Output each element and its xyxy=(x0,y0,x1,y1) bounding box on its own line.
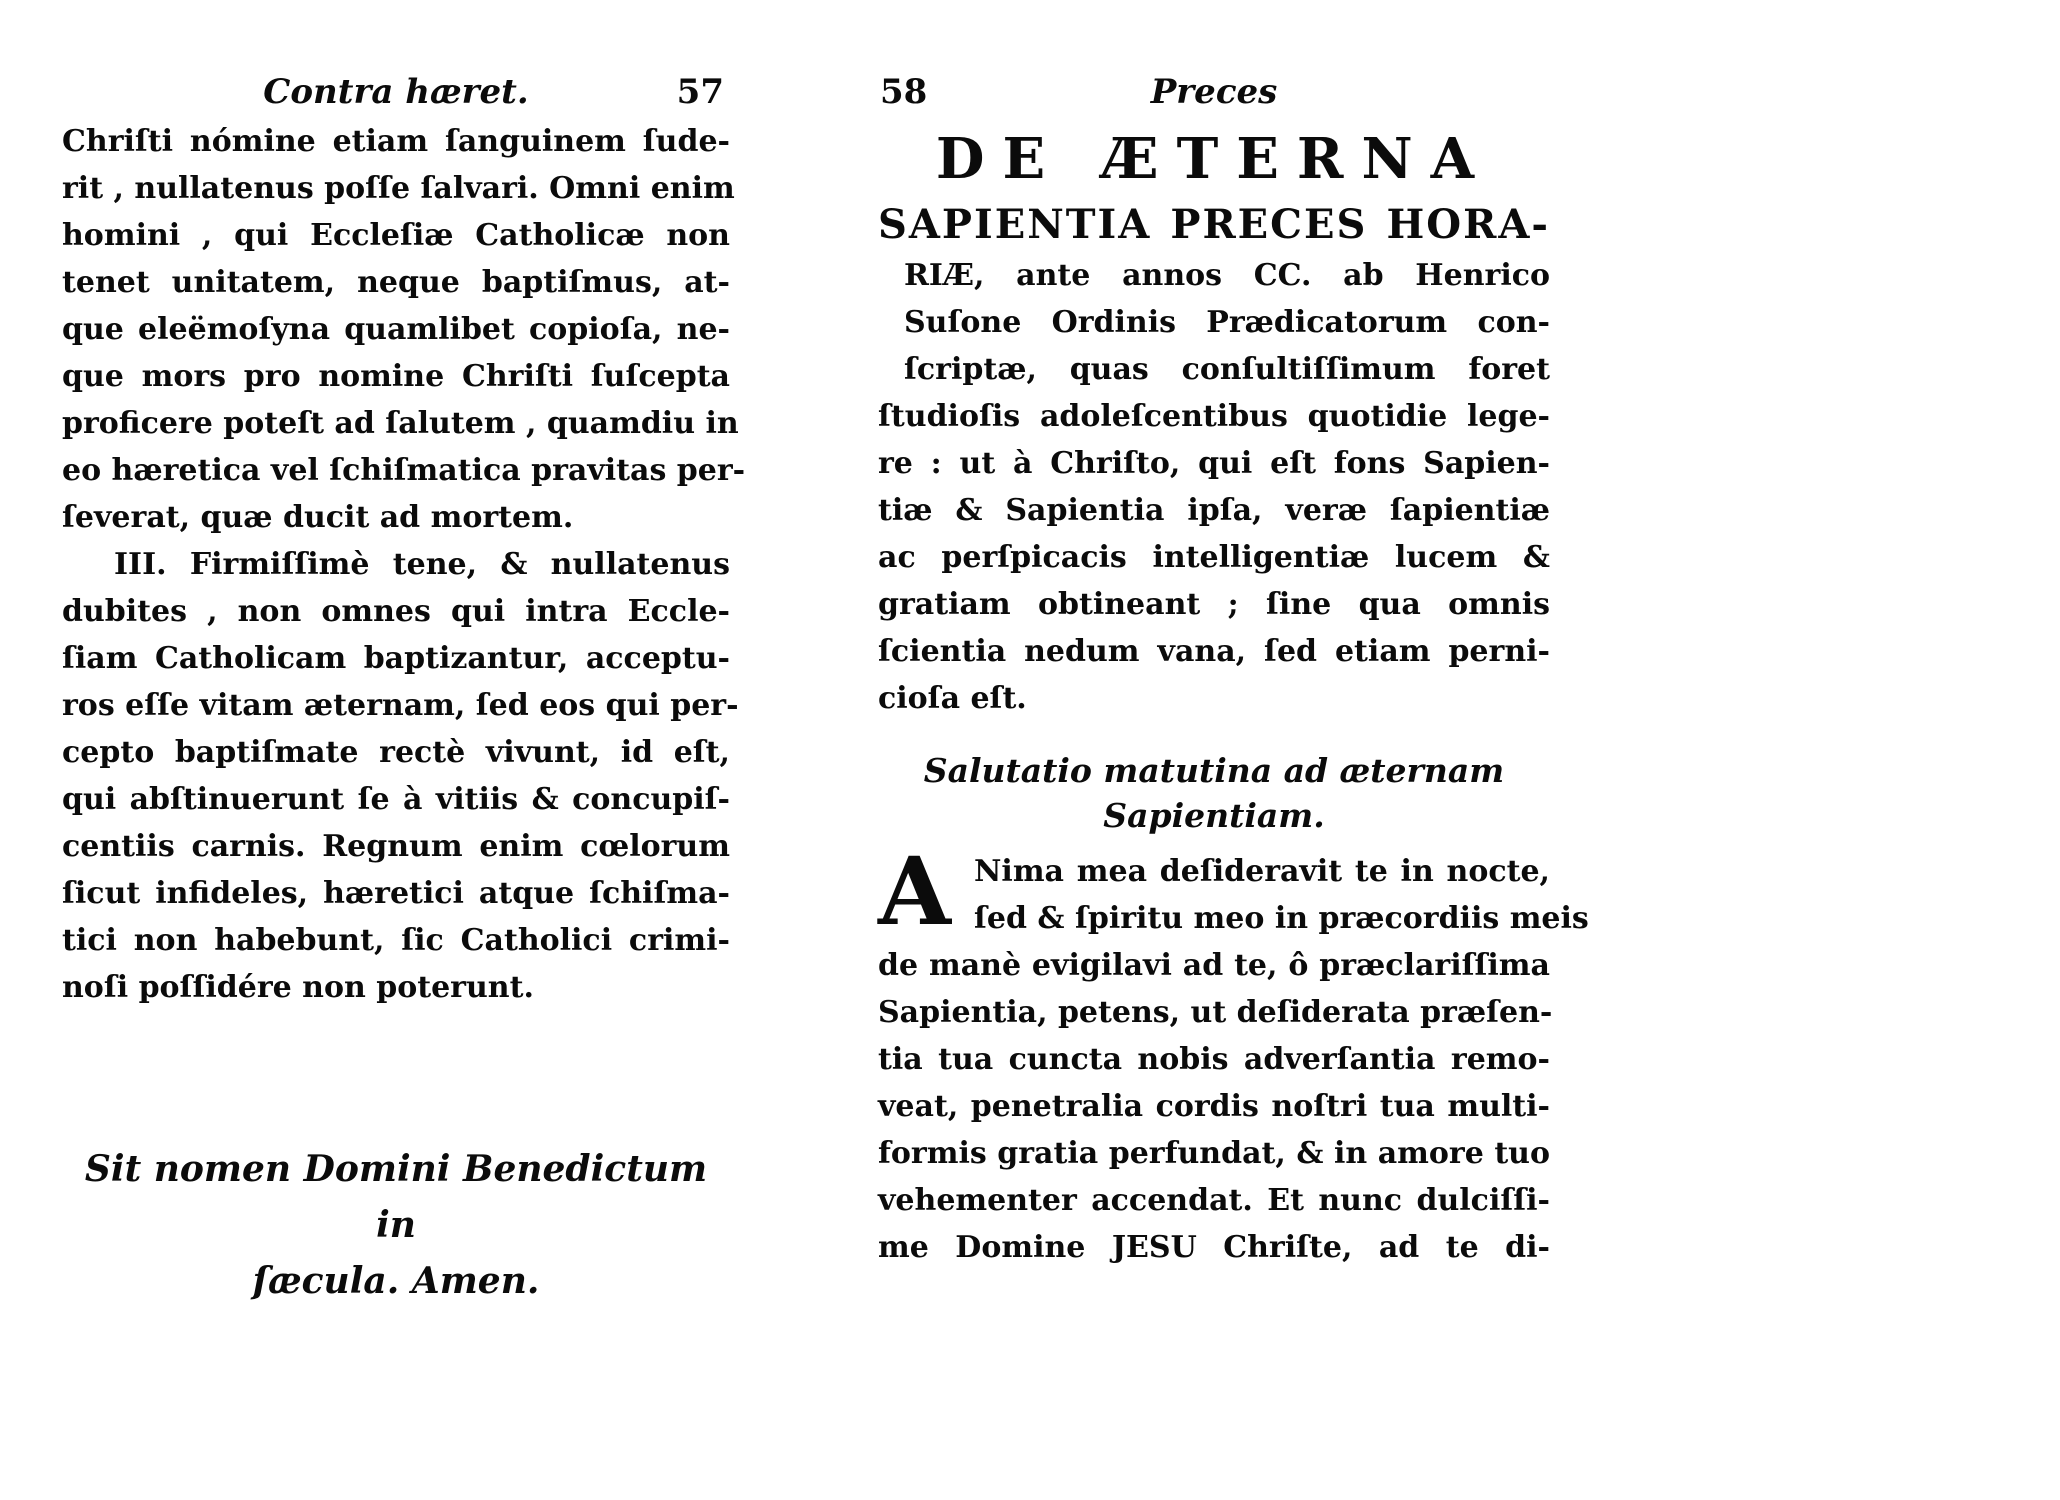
text-line: proficere poteſt ad ſalutem , quamdiu in xyxy=(62,406,739,441)
text-line: que mors pro nomine Chriſti ſuſcepta xyxy=(62,359,730,394)
text-line: SAPIENTIA PRECES HORA- xyxy=(878,201,1550,248)
text-line: eo hæretica vel ſchiſmatica pravitas per- xyxy=(62,453,746,488)
text-line: me Domine JESU Chriſte, ad te di- xyxy=(878,1230,1550,1265)
text-line: ſæcula. Amen. xyxy=(252,1260,540,1302)
right-running-head xyxy=(878,72,1550,118)
text-line: ſiam Catholicam baptizantur, acceptu- xyxy=(62,641,730,676)
left-page xyxy=(62,72,746,1309)
text-line: ac perſpicacis intelligentiæ lucem & xyxy=(878,540,1550,575)
chapter-title: DE ÆTERNA xyxy=(935,126,1493,192)
text-line: tiæ & Sapientia ipſa, veræ ſapientiæ xyxy=(878,493,1550,528)
drop-cap-initial: A xyxy=(878,837,951,947)
text-line: Sit nomen Domini Benedictum in xyxy=(84,1148,708,1246)
text-line: formis gratia perfundat, & in amore tuo xyxy=(878,1136,1550,1171)
right-page-number: 58 xyxy=(880,72,928,112)
text-line: qui abſtinuerunt ſe à vitiis & concupiſ- xyxy=(62,782,730,817)
left-paragraph-2 xyxy=(62,541,739,1011)
text-line: centiis carnis. Regnum enim cœlorum xyxy=(62,829,730,864)
prayer-paragraph xyxy=(878,837,1589,1271)
text-line: RIÆ, ante annos CC. ab Henrico xyxy=(904,258,1550,293)
text-line: tia tua cuncta nobis adverſantia remo- xyxy=(878,1042,1550,1077)
text-line: III. Firmiſſimè tene, & nullatenus xyxy=(114,547,730,582)
right-running-title: Preces xyxy=(1150,72,1278,112)
text-line: ſeverat, quæ ducit ad mortem. xyxy=(62,500,574,535)
text-line: noſi poſſidére non poterunt. xyxy=(62,970,534,1005)
text-line: gratiam obtineant ; ſine qua omnis xyxy=(878,587,1550,622)
right-page xyxy=(878,72,1589,1271)
text-line: Sapientia, petens, ut deſiderata præſen- xyxy=(878,995,1553,1030)
text-line: ſicut infideles, hæretici atque ſchiſma- xyxy=(62,876,730,911)
text-line: homini , qui Eccleſiæ Catholicæ non xyxy=(62,218,730,253)
chapter-intro-paragraph xyxy=(878,198,1550,722)
text-line: veat, penetralia cordis noſtri tua multi- xyxy=(878,1089,1550,1124)
text-line: Sapientiam. xyxy=(1103,796,1325,835)
left-paragraph-1 xyxy=(62,118,746,541)
left-running-title: Contra hæret. xyxy=(263,72,529,112)
text-line: Chriſti nómine etiam ſanguinem ſude- xyxy=(62,124,730,159)
text-line: ſcientia nedum vana, ſed etiam perni- xyxy=(878,634,1550,669)
text-line: Nima mea deſideravit te in nocte, xyxy=(974,854,1550,889)
left-running-head xyxy=(62,72,730,118)
prayer-section-heading xyxy=(878,748,1550,838)
text-line: rit , nullatenus poſſe ſalvari. Omni enim xyxy=(62,171,735,206)
text-line: ſcriptæ, quas conſultiſſimum foret xyxy=(904,352,1550,387)
left-colophon xyxy=(62,1141,730,1309)
text-line: ſed & ſpiritu meo in præcordiis meis xyxy=(974,901,1589,936)
text-line: cioſa eſt. xyxy=(878,681,1027,716)
text-line: vehementer accendat. Et nunc dulciſſi- xyxy=(878,1183,1550,1218)
text-line: tenet unitatem, neque baptiſmus, at- xyxy=(62,265,730,300)
text-line: dubites , non omnes qui intra Eccle- xyxy=(62,594,730,629)
left-page-number: 57 xyxy=(676,72,724,112)
text-line: Salutatio matutina ad æternam xyxy=(923,751,1505,790)
text-line: Suſone Ordinis Prædicatorum con- xyxy=(904,305,1550,340)
text-line: de manè evigilavi ad te, ô præclariſſima xyxy=(878,948,1550,983)
text-line: que eleëmoſyna quamlibet copioſa, ne- xyxy=(62,312,730,347)
text-line: tici non habebunt, ſic Catholici crimi- xyxy=(62,923,730,958)
text-line: cepto baptiſmate rectè vivunt, id eſt, xyxy=(62,735,730,770)
text-line: ros eſſe vitam æternam, ſed eos qui per- xyxy=(62,688,739,723)
text-line: re : ut à Chriſto, qui eſt fons Sapien- xyxy=(878,446,1550,481)
text-line: ſtudioſis adoleſcentibus quotidie lege- xyxy=(878,399,1550,434)
prayer-lines xyxy=(878,848,1589,1271)
